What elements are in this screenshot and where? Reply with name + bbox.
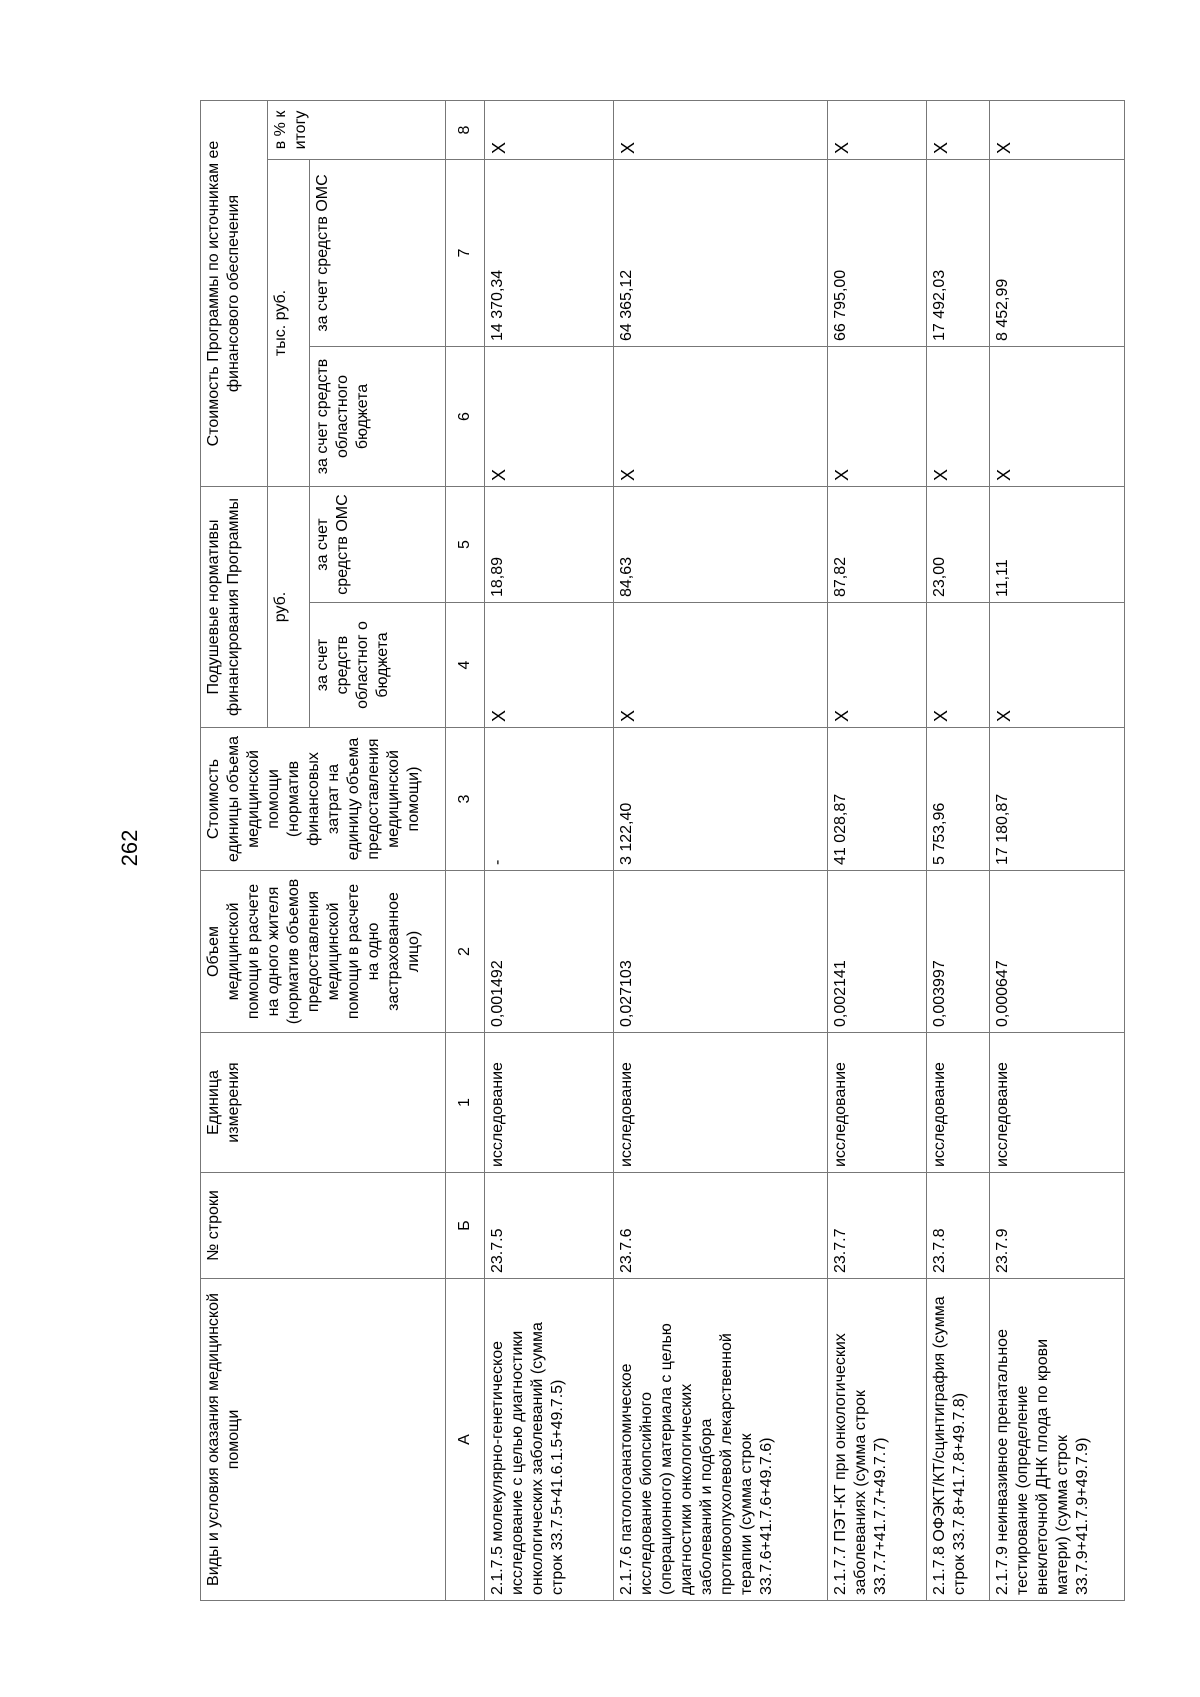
column-number: 1 — [446, 1033, 485, 1173]
row-percent: X — [484, 100, 614, 159]
row-volume: 0,001492 — [484, 871, 614, 1033]
column-number: 8 — [446, 100, 485, 159]
header-group-cost: Стоимость Программы по источникам ее финансового обеспечения — [201, 100, 268, 486]
header-col-5: за счет средств ОМС — [310, 486, 446, 602]
row-cost-budget: X — [990, 346, 1125, 486]
column-number: А — [446, 1279, 485, 1601]
row-volume: 0,002141 — [828, 871, 927, 1033]
row-percent: X — [990, 100, 1125, 159]
row-cost-budget: X — [484, 346, 614, 486]
table-row — [484, 100, 614, 1600]
table-row — [828, 100, 927, 1600]
column-number: 7 — [446, 159, 485, 346]
header-col-a: Виды и условия оказания медицинской помощи — [201, 1279, 446, 1601]
row-name: 2.1.7.8 ОФЭКТ/КТ/сцинтиграфия (сумма строк 33.7.8+41.7.8+49.7.8) — [927, 1279, 990, 1601]
row-name: 2.1.7.5 молекулярно-генетическое исследование с целью диагностики онкологических заболеваний (сумма строк 33.7.5+41.6.1.5+49.7.5) — [484, 1279, 614, 1601]
row-line-number: 23.7.7 — [828, 1173, 927, 1279]
row-norm-budget: X — [828, 603, 927, 728]
header-norms-unit: руб. — [267, 486, 309, 727]
row-percent: X — [614, 100, 828, 159]
row-line-number: 23.7.6 — [614, 1173, 828, 1279]
rotated-table-container — [200, 101, 1125, 1601]
row-unit: исследование — [828, 1033, 927, 1173]
header-col-3: Стоимость единицы объема медицинской помощи (норматив финансовых затрат на единицу объема предоставления медицинской помощи) — [201, 728, 446, 871]
row-percent: X — [927, 100, 990, 159]
row-volume: 0,000647 — [990, 871, 1125, 1033]
row-cost-oms: 17 492,03 — [927, 159, 990, 346]
column-number: 5 — [446, 486, 485, 602]
table-row — [614, 100, 828, 1600]
row-norm-oms: 11,11 — [990, 486, 1125, 602]
row-unit: исследование — [614, 1033, 828, 1173]
row-unit: исследование — [484, 1033, 614, 1173]
row-cost-budget: X — [828, 346, 927, 486]
header-col-b: № строки — [201, 1173, 446, 1279]
row-norm-budget: X — [927, 603, 990, 728]
table-row — [927, 100, 990, 1600]
row-cost-oms: 64 365,12 — [614, 159, 828, 346]
row-unit-cost: 3 122,40 — [614, 728, 828, 871]
header-col-2: Объем медицинской помощи в расчете на одного жителя (норматив объемов предоставления медицинской помощи в расчете на одно застрахованное лицо) — [201, 871, 446, 1033]
row-line-number: 23.7.8 — [927, 1173, 990, 1279]
medical-care-cost-table — [200, 100, 1125, 1601]
row-cost-budget: X — [614, 346, 828, 486]
row-name: 2.1.7.7 ПЭТ-КТ при онкологических заболеваниях (сумма строк 33.7.7+41.7.7+49.7.7) — [828, 1279, 927, 1601]
header-col-4: за счет средств областног о бюджета — [310, 603, 446, 728]
header-col-7: за счет средств ОМС — [310, 159, 446, 346]
row-unit: исследование — [927, 1033, 990, 1173]
row-line-number: 23.7.5 — [484, 1173, 614, 1279]
row-norm-oms: 18,89 — [484, 486, 614, 602]
row-norm-oms: 23,00 — [927, 486, 990, 602]
row-norm-oms: 84,63 — [614, 486, 828, 602]
row-volume: 0,027103 — [614, 871, 828, 1033]
page-number: 262 — [117, 829, 142, 867]
column-number: 4 — [446, 603, 485, 728]
header-col-8: в % к итогу — [267, 100, 445, 159]
row-cost-oms: 14 370,34 — [484, 159, 614, 346]
row-norm-budget: X — [614, 603, 828, 728]
row-cost-oms: 8 452,99 — [990, 159, 1125, 346]
row-name: 2.1.7.9 неинвазивное пренатальное тестирование (определение внеклеточной ДНК плода по крови матери) (сумма строк 33.7.9+41.7.9+49.7.9) — [990, 1279, 1125, 1601]
header-col-6: за счет средств областного бюджета — [310, 346, 446, 486]
row-unit-cost: - — [484, 728, 614, 871]
row-cost-budget: X — [927, 346, 990, 486]
header-group-norms: Подушевые нормативы финансирования Программы — [201, 486, 268, 727]
column-number: 3 — [446, 728, 485, 871]
row-line-number: 23.7.9 — [990, 1173, 1125, 1279]
column-number: Б — [446, 1173, 485, 1279]
column-number: 6 — [446, 346, 485, 486]
row-unit-cost: 5 753,96 — [927, 728, 990, 871]
row-norm-budget: X — [990, 603, 1125, 728]
table-row — [990, 100, 1125, 1600]
row-norm-budget: X — [484, 603, 614, 728]
row-volume: 0,003997 — [927, 871, 990, 1033]
row-cost-oms: 66 795,00 — [828, 159, 927, 346]
header-col-1: Единица измерения — [201, 1033, 446, 1173]
row-unit-cost: 17 180,87 — [990, 728, 1125, 871]
header-cost-unit: тыс. руб. — [267, 159, 309, 486]
row-unit-cost: 41 028,87 — [828, 728, 927, 871]
row-unit: исследование — [990, 1033, 1125, 1173]
row-percent: X — [828, 100, 927, 159]
column-number: 2 — [446, 871, 485, 1033]
row-name: 2.1.7.6 патологоанатомическое исследование биопсийного (операционного) материала с целью диагностики онкологических заболеваний и подбора противоопухолевой лекарственной терапии (сумма строк 33.7.6+41.7.6+49.7.6) — [614, 1279, 828, 1601]
row-norm-oms: 87,82 — [828, 486, 927, 602]
